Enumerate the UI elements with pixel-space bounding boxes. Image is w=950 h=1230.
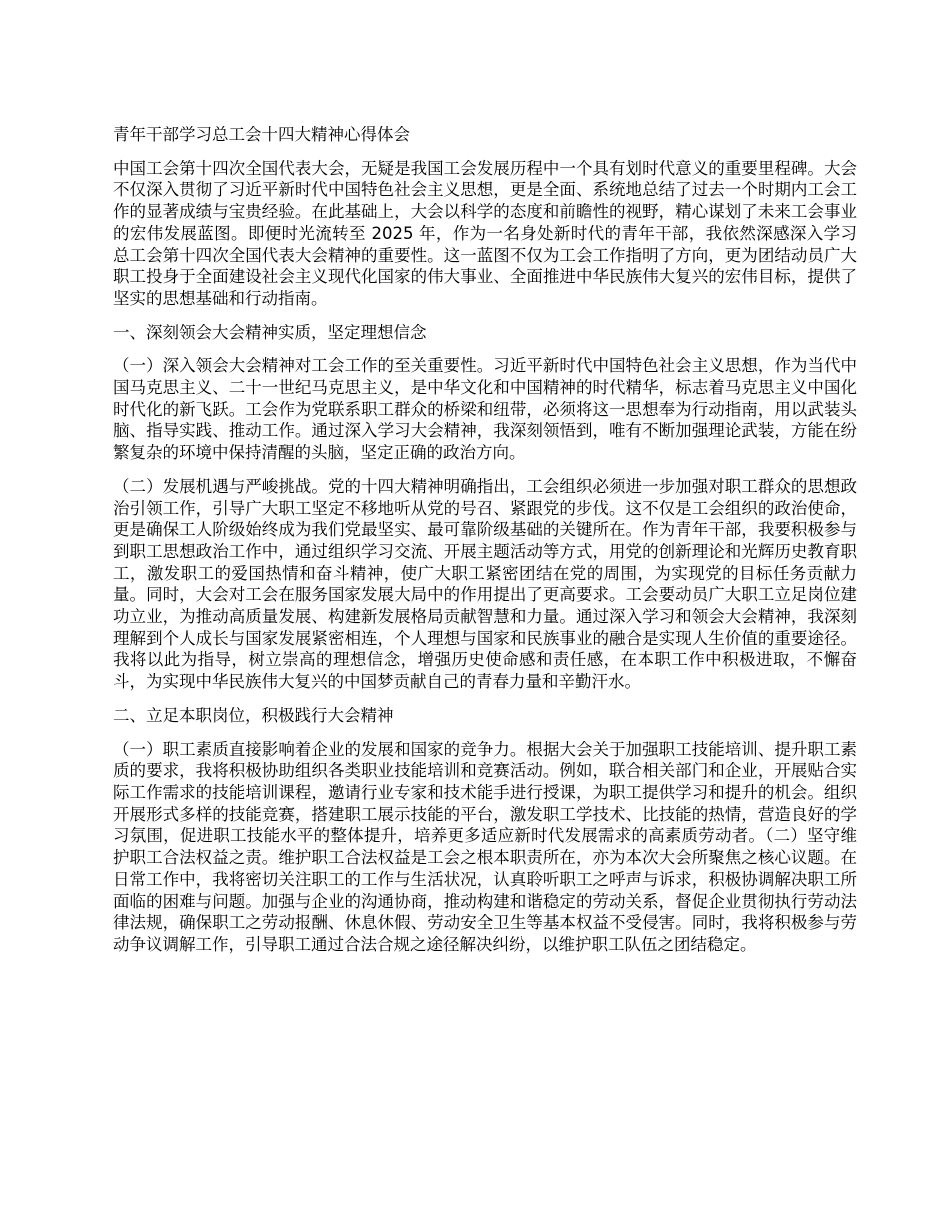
section-2-paragraph-1: （一）职工素质直接影响着企业的发展和国家的竞争力。根据大会关于加强职工技能培训、提升职工素质的要求，我将积极协助组织各类职业技能培训和竞赛活动。例如，联合相关部门和企业，开展贴合实际工作需求的技能培训课程，邀请行业专家和技术能手进行授课，为职工提供学习和提升的机会。组织开展形式多样的技能竞赛，搭建职工展示技能的平台，激发职工学技术、比技能的热情，营造良好的学习氛围，促进职工技能水平的整体提升，培养更多适应新时代发展需求的高素质劳动者。（二）坚守维护职工合法权益之责。维护职工合法权益是工会之根本职责所在，亦为本次大会所聚焦之核心议题。在日常工作中，我将密切关注职工的工作与生活状况，认真聆听职工之呼声与诉求，积极协调解决职工所面临的困难与问题。加强与企业的沟通协商，推动构建和谐稳定的劳动关系，督促企业贯彻执行劳动法律法规，确保职工之劳动报酬、休息休假、劳动安全卫生等基本权益不受侵害。同时，我将积极参与劳动争议调解工作，引导职工通过合法合规之途径解决纠纷，以维护职工队伍之团结稳定。 <box>113 739 857 954</box>
section-1-paragraph-2: （二）发展机遇与严峻挑战。党的十四大精神明确指出，工会组织必须进一步加强对职工群众的思想政治引领工作，引导广大职工坚定不移地听从党的号召、紧跟党的步伐。这不仅是工会组织的政治使命，更是确保工人阶级始终成为我们党最坚实、最可靠阶级基础的关键所在。作为青年干部，我要积极参与到职工思想政治工作中，通过组织学习交流、开展主题活动等方式，用党的创新理论和光辉历史教育职工，激发职工的爱国热情和奋斗精神，使广大职工紧密团结在党的周围，为实现党的目标任务贡献力量。同时，大会对工会在服务国家发展大局中的作用提出了更高要求。工会要动员广大职工立足岗位建功立业，为推动高质量发展、构建新发展格局贡献智慧和力量。通过深入学习和领会大会精神，我深刻理解到个人成长与国家发展紧密相连，个人理想与国家和民族事业的融合是实现人生价值的重要途径。我将以此为指导，树立崇高的理想信念，增强历史使命感和责任感，在本职工作中积极进取，不懈奋斗，为实现中华民族伟大复兴的中国梦贡献自己的青春力量和辛勤汗水。 <box>113 476 857 692</box>
section-1-paragraph-1: （一）深入领会大会精神对工会工作的至关重要性。习近平新时代中国特色社会主义思想，作为当代中国马克思主义、二十一世纪马克思主义，是中华文化和中国精神的时代精华，标志着马克思主义中国化时代化的新飞跃。工会作为党联系职工群众的桥梁和纽带，必须将这一思想奉为行动指南，用以武装头脑、指导实践、推动工作。通过深入学习大会精神，我深刻领悟到，唯有不断加强理论武装，方能在纷繁复杂的环境中保持清醒的头脑，坚定正确的政治方向。 <box>113 356 857 463</box>
section-2-heading: 二、立足本职岗位，积极践行大会精神 <box>113 705 394 725</box>
section-1-heading: 一、深刻领会大会精神实质，坚定理想信念 <box>113 322 427 342</box>
intro-paragraph: 中国工会第十四次全国代表大会，无疑是我国工会发展历程中一个具有划时代意义的重要里程碑。大会不仅深入贯彻了习近平新时代中国特色社会主义思想，更是全面、系统地总结了过去一个时期内工会工作的显著成绩与宝贵经验。在此基础上，大会以科学的态度和前瞻性的视野，精心谋划了未来工会事业的宏伟发展蓝图。即便时光流转至 2025 年，作为一名身处新时代的青年干部，我依然深感深入学习总工会第十四次全国代表大会精神的重要性。这一蓝图不仅为工会工作指明了方向，更为团结动员广大职工投身于全面建设社会主义现代化国家的伟大事业、全面推进中华民族伟大复兴的宏伟目标，提供了坚实的思想基础和行动指南。 <box>113 158 857 308</box>
document-title: 青年干部学习总工会十四大精神心得体会 <box>113 125 410 144</box>
document-page <box>113 124 857 968</box>
